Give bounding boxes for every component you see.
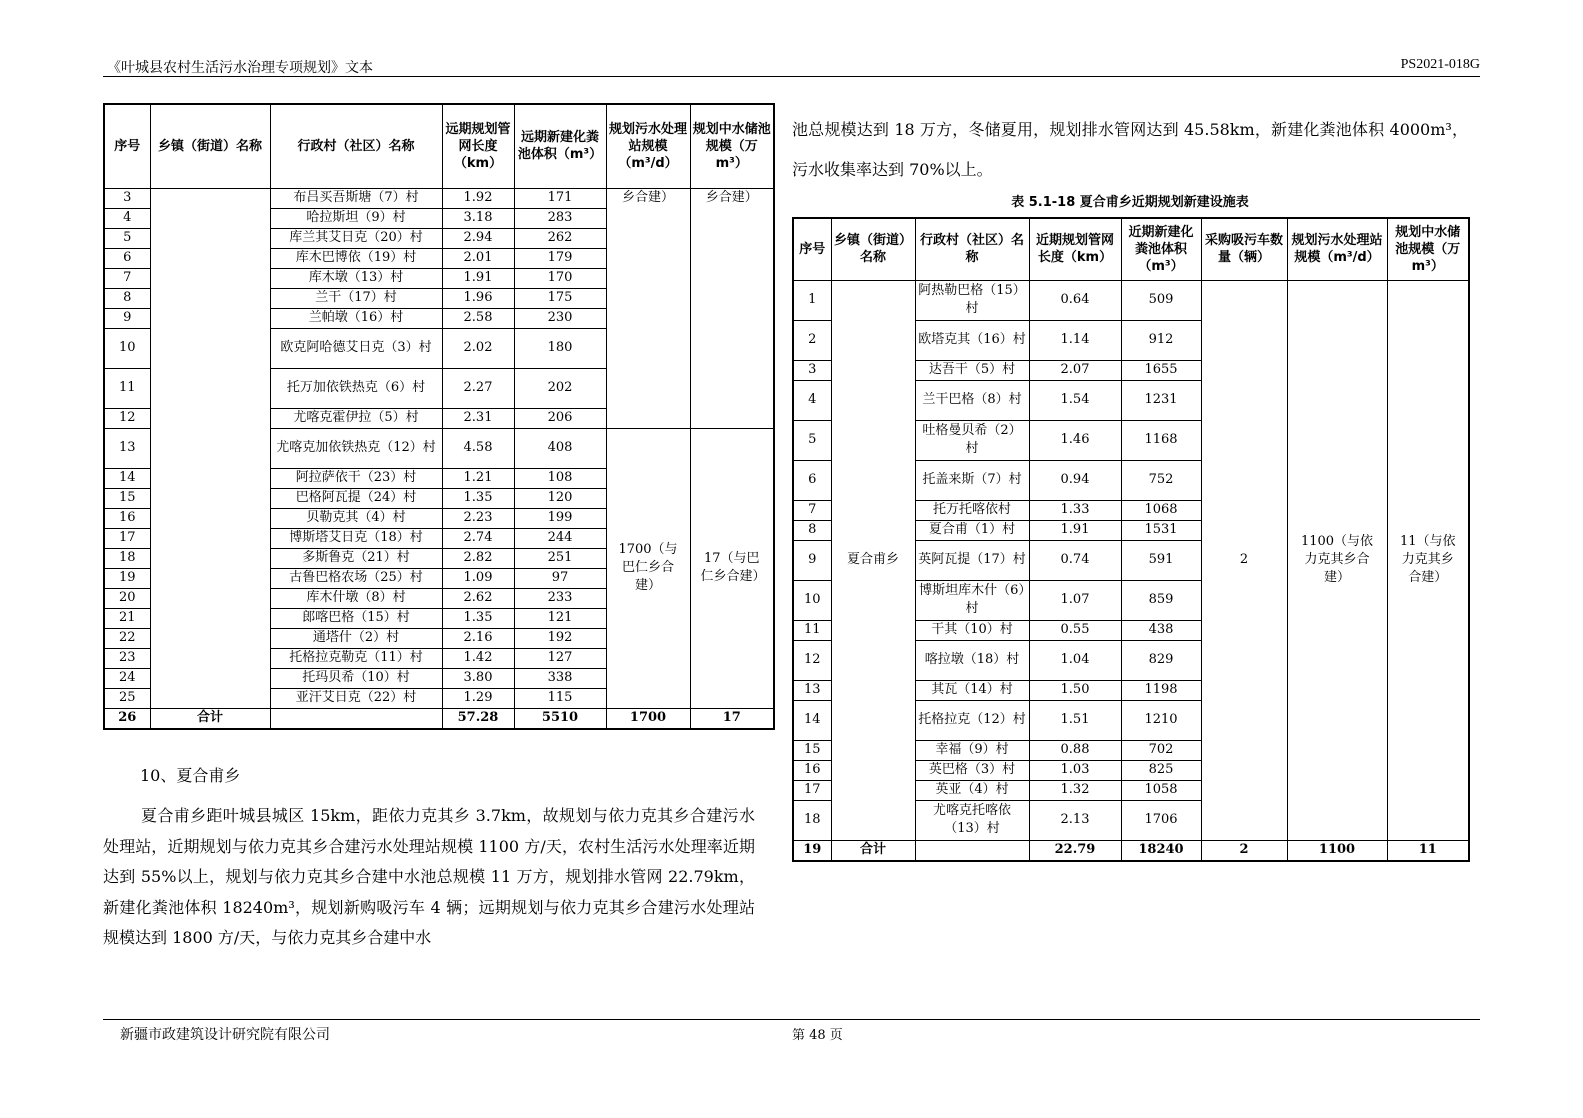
pipe-length: 1.04 bbox=[1029, 640, 1121, 680]
section-heading: 10、夏合甫乡 bbox=[140, 766, 241, 785]
table-row bbox=[104, 188, 774, 208]
truck-count-merged: 2 bbox=[1201, 280, 1287, 840]
table1-header-row bbox=[104, 104, 774, 188]
total-cell: 5510 bbox=[514, 708, 606, 729]
village-name: 贝勒克其（4）村 bbox=[270, 508, 442, 528]
village-name: 多斯鲁克（21）村 bbox=[270, 548, 442, 568]
pipe-length: 1.14 bbox=[1029, 320, 1121, 360]
total-cell: 17 bbox=[690, 708, 774, 729]
pipe-length: 2.94 bbox=[442, 228, 514, 248]
village-name: 英巴格（3）村 bbox=[915, 760, 1029, 780]
pipe-length: 1.07 bbox=[1029, 580, 1121, 620]
station-scale-merged-b: 1700（与巴仁乡合建） bbox=[606, 428, 690, 708]
total-cell: 11 bbox=[1387, 840, 1469, 861]
tank-volume: 233 bbox=[514, 588, 606, 608]
village-name: 喀拉墩（18）村 bbox=[915, 640, 1029, 680]
pipe-length: 1.91 bbox=[1029, 520, 1121, 540]
pipe-length: 1.21 bbox=[442, 468, 514, 488]
row-seq: 4 bbox=[793, 380, 831, 420]
page-number: 第 48 页 bbox=[792, 1028, 843, 1043]
total-cell: 合计 bbox=[831, 840, 915, 861]
tank-volume: 283 bbox=[514, 208, 606, 228]
pipe-length: 2.27 bbox=[442, 368, 514, 408]
pipe-length: 1.32 bbox=[1029, 780, 1121, 800]
village-name: 哈拉斯坦（9）村 bbox=[270, 208, 442, 228]
station-scale-merged: 1100（与依力克其乡合建） bbox=[1287, 280, 1387, 840]
row-seq: 9 bbox=[104, 308, 150, 328]
tank-volume: 1706 bbox=[1121, 800, 1201, 840]
village-name: 托格拉克勒克（11）村 bbox=[270, 648, 442, 668]
tank-volume: 859 bbox=[1121, 580, 1201, 620]
town-name: 夏合甫乡 bbox=[831, 280, 915, 840]
row-seq: 22 bbox=[104, 628, 150, 648]
village-name: 吐格曼贝希（2）村 bbox=[915, 420, 1029, 460]
pool-scale-merged-b: 17（与巴仁乡合建） bbox=[690, 428, 774, 708]
village-name: 兰干（17）村 bbox=[270, 288, 442, 308]
village-name: 博斯坦库木什（6）村 bbox=[915, 580, 1029, 620]
total-cell: 1100 bbox=[1287, 840, 1387, 861]
tank-volume: 179 bbox=[514, 248, 606, 268]
t2-header-town: 乡镇（街道）名称 bbox=[831, 218, 915, 280]
row-seq: 8 bbox=[104, 288, 150, 308]
village-name: 库木墩（13）村 bbox=[270, 268, 442, 288]
village-name: 尤喀克托喀依（13）村 bbox=[915, 800, 1029, 840]
t1-header-tank: 远期新建化粪池体积（m³） bbox=[514, 104, 606, 188]
station-scale-merged-a: 乡合建） bbox=[606, 188, 690, 428]
village-name: 库木巴博依（19）村 bbox=[270, 248, 442, 268]
row-seq: 7 bbox=[793, 500, 831, 520]
tank-volume: 108 bbox=[514, 468, 606, 488]
village-name: 库兰其艾日克（20）村 bbox=[270, 228, 442, 248]
tank-volume: 120 bbox=[514, 488, 606, 508]
row-seq: 14 bbox=[104, 468, 150, 488]
tank-volume: 170 bbox=[514, 268, 606, 288]
tank-volume: 1531 bbox=[1121, 520, 1201, 540]
tank-volume: 171 bbox=[514, 188, 606, 208]
pipe-length: 1.54 bbox=[1029, 380, 1121, 420]
row-seq: 8 bbox=[793, 520, 831, 540]
tank-volume: 180 bbox=[514, 328, 606, 368]
row-seq: 7 bbox=[104, 268, 150, 288]
tank-volume: 262 bbox=[514, 228, 606, 248]
pipe-length: 2.23 bbox=[442, 508, 514, 528]
row-seq: 16 bbox=[104, 508, 150, 528]
pipe-length: 1.92 bbox=[442, 188, 514, 208]
village-name: 通塔什（2）村 bbox=[270, 628, 442, 648]
pipe-length: 0.74 bbox=[1029, 540, 1121, 580]
tank-volume: 121 bbox=[514, 608, 606, 628]
row-seq: 1 bbox=[793, 280, 831, 320]
row-seq: 18 bbox=[104, 548, 150, 568]
tank-volume: 192 bbox=[514, 628, 606, 648]
pool-scale-merged: 11（与依力克其乡合建） bbox=[1387, 280, 1469, 840]
row-seq: 20 bbox=[104, 588, 150, 608]
village-name: 其瓦（14）村 bbox=[915, 680, 1029, 700]
total-row bbox=[104, 708, 774, 729]
pipe-length: 2.58 bbox=[442, 308, 514, 328]
row-seq: 13 bbox=[793, 680, 831, 700]
tank-volume: 230 bbox=[514, 308, 606, 328]
pipe-length: 1.09 bbox=[442, 568, 514, 588]
row-seq: 16 bbox=[793, 760, 831, 780]
footer-rule bbox=[103, 1019, 1480, 1020]
row-seq: 15 bbox=[793, 740, 831, 760]
tank-volume: 408 bbox=[514, 428, 606, 468]
village-name: 干其（10）村 bbox=[915, 620, 1029, 640]
total-cell: 合计 bbox=[150, 708, 270, 729]
pipe-length: 2.16 bbox=[442, 628, 514, 648]
village-name: 布吕买吾斯塘（7）村 bbox=[270, 188, 442, 208]
village-name: 阿热勒巴格（15）村 bbox=[915, 280, 1029, 320]
pipe-length: 1.46 bbox=[1029, 420, 1121, 460]
total-cell: 1700 bbox=[606, 708, 690, 729]
t2-header-village: 行政村（社区）名称 bbox=[915, 218, 1029, 280]
row-seq: 12 bbox=[793, 640, 831, 680]
tank-volume: 202 bbox=[514, 368, 606, 408]
tank-volume: 1231 bbox=[1121, 380, 1201, 420]
tank-volume: 702 bbox=[1121, 740, 1201, 760]
village-name: 托盖来斯（7）村 bbox=[915, 460, 1029, 500]
row-seq: 3 bbox=[793, 360, 831, 380]
pipe-length: 1.29 bbox=[442, 688, 514, 708]
pipe-length: 0.94 bbox=[1029, 460, 1121, 500]
tank-volume: 1655 bbox=[1121, 360, 1201, 380]
pipe-length: 1.03 bbox=[1029, 760, 1121, 780]
t1-header-station: 规划污水处理站规模（m³/d） bbox=[606, 104, 690, 188]
village-name: 幸福（9）村 bbox=[915, 740, 1029, 760]
tank-volume: 752 bbox=[1121, 460, 1201, 500]
tank-volume: 1198 bbox=[1121, 680, 1201, 700]
row-seq: 11 bbox=[104, 368, 150, 408]
total-row bbox=[793, 840, 1469, 861]
row-seq: 18 bbox=[793, 800, 831, 840]
tank-volume: 1168 bbox=[1121, 420, 1201, 460]
village-name: 库木什墩（8）村 bbox=[270, 588, 442, 608]
total-cell bbox=[270, 708, 442, 729]
t1-header-pool: 规划中水储池规模（万 m³） bbox=[690, 104, 774, 188]
tank-volume: 438 bbox=[1121, 620, 1201, 640]
tank-volume: 338 bbox=[514, 668, 606, 688]
tank-volume: 509 bbox=[1121, 280, 1201, 320]
row-seq: 19 bbox=[104, 568, 150, 588]
row-seq: 25 bbox=[104, 688, 150, 708]
village-name: 古鲁巴格农场（25）村 bbox=[270, 568, 442, 588]
total-cell: 26 bbox=[104, 708, 150, 729]
row-seq: 14 bbox=[793, 700, 831, 740]
t1-header-pipe: 远期规划管网长度（km） bbox=[442, 104, 514, 188]
t2-header-trucks: 采购吸污车数量（辆） bbox=[1201, 218, 1287, 280]
row-seq: 17 bbox=[793, 780, 831, 800]
tank-volume: 912 bbox=[1121, 320, 1201, 360]
tank-volume: 244 bbox=[514, 528, 606, 548]
row-seq: 5 bbox=[793, 420, 831, 460]
tank-volume: 1058 bbox=[1121, 780, 1201, 800]
village-name: 达吾干（5）村 bbox=[915, 360, 1029, 380]
village-name: 夏合甫（1）村 bbox=[915, 520, 1029, 540]
row-seq: 15 bbox=[104, 488, 150, 508]
pipe-length: 0.64 bbox=[1029, 280, 1121, 320]
table2-caption: 表 5.1-18 夏合甫乡近期规划新建设施表 bbox=[1011, 195, 1249, 210]
pipe-length: 0.88 bbox=[1029, 740, 1121, 760]
t1-header-town: 乡镇（街道）名称 bbox=[150, 104, 270, 188]
pipe-length: 2.07 bbox=[1029, 360, 1121, 380]
pipe-length: 3.18 bbox=[442, 208, 514, 228]
row-seq: 21 bbox=[104, 608, 150, 628]
village-name: 欧克阿哈德艾日克（3）村 bbox=[270, 328, 442, 368]
row-seq: 12 bbox=[104, 408, 150, 428]
table2-header-row bbox=[793, 218, 1469, 280]
village-name: 尤喀克霍伊拉（5）村 bbox=[270, 408, 442, 428]
t1-header-village: 行政村（社区）名称 bbox=[270, 104, 442, 188]
table-continued bbox=[103, 103, 775, 730]
row-seq: 10 bbox=[793, 580, 831, 620]
row-seq: 2 bbox=[793, 320, 831, 360]
village-name: 英阿瓦提（17）村 bbox=[915, 540, 1029, 580]
tank-volume: 825 bbox=[1121, 760, 1201, 780]
section-body: 夏合甫乡距叶城县城区 15km，距依力克其乡 3.7km，故规划与依力克其乡合建污水处理站，近期规划与依力克其乡合建污水处理站规模 1100 方/天，农村生活污水处理率近期达到 55%以上，规划与依力克其乡合建中水池总规模 11 万方，规划排水管网 22.79km，新建化粪池体积 18240m³，规划新购吸污车 4 辆；远期规划与依力克其乡合建污水处理站规模达到 1800 方/天，与依力克其乡合建中水 bbox=[103, 806, 755, 947]
row-seq: 10 bbox=[104, 328, 150, 368]
pipe-length: 1.50 bbox=[1029, 680, 1121, 700]
row-seq: 9 bbox=[793, 540, 831, 580]
village-name: 亚汗艾日克（22）村 bbox=[270, 688, 442, 708]
pipe-length: 2.13 bbox=[1029, 800, 1121, 840]
total-cell: 57.28 bbox=[442, 708, 514, 729]
row-seq: 3 bbox=[104, 188, 150, 208]
pipe-length: 2.62 bbox=[442, 588, 514, 608]
village-name: 兰干巴格（8）村 bbox=[915, 380, 1029, 420]
tank-volume: 1210 bbox=[1121, 700, 1201, 740]
table-5-1-18 bbox=[792, 217, 1470, 862]
total-cell: 22.79 bbox=[1029, 840, 1121, 861]
t2-header-pipe: 近期规划管网长度（km） bbox=[1029, 218, 1121, 280]
village-name: 托玛贝希（10）村 bbox=[270, 668, 442, 688]
t2-header-seq: 序号 bbox=[793, 218, 831, 280]
tank-volume: 206 bbox=[514, 408, 606, 428]
section-body-continued: 池总规模达到 18 万方，冬储夏用，规划排水管网达到 45.58km，新建化粪池体积 4000m³，污水收集率达到 70%以上。 bbox=[792, 120, 1468, 179]
pipe-length: 2.74 bbox=[442, 528, 514, 548]
pool-scale-merged-a: 乡合建） bbox=[690, 188, 774, 428]
tank-volume: 97 bbox=[514, 568, 606, 588]
pipe-length: 2.31 bbox=[442, 408, 514, 428]
total-cell bbox=[915, 840, 1029, 861]
tank-volume: 199 bbox=[514, 508, 606, 528]
pipe-length: 0.55 bbox=[1029, 620, 1121, 640]
row-seq: 13 bbox=[104, 428, 150, 468]
pipe-length: 2.02 bbox=[442, 328, 514, 368]
village-name: 尤喀克加依铁热克（12）村 bbox=[270, 428, 442, 468]
town-cell bbox=[150, 188, 270, 708]
tank-volume: 591 bbox=[1121, 540, 1201, 580]
row-seq: 23 bbox=[104, 648, 150, 668]
pipe-length: 4.58 bbox=[442, 428, 514, 468]
village-name: 托万加依铁热克（6）村 bbox=[270, 368, 442, 408]
tank-volume: 175 bbox=[514, 288, 606, 308]
pipe-length: 1.51 bbox=[1029, 700, 1121, 740]
total-cell: 18240 bbox=[1121, 840, 1201, 861]
village-name: 博斯塔艾日克（18）村 bbox=[270, 528, 442, 548]
village-name: 托万托喀依村 bbox=[915, 500, 1029, 520]
row-seq: 4 bbox=[104, 208, 150, 228]
tank-volume: 829 bbox=[1121, 640, 1201, 680]
village-name: 兰帕墩（16）村 bbox=[270, 308, 442, 328]
tank-volume: 115 bbox=[514, 688, 606, 708]
village-name: 英亚（4）村 bbox=[915, 780, 1029, 800]
table-row bbox=[793, 280, 1469, 320]
tank-volume: 251 bbox=[514, 548, 606, 568]
pipe-length: 3.80 bbox=[442, 668, 514, 688]
tank-volume: 127 bbox=[514, 648, 606, 668]
document-code: PS2021-018G bbox=[1400, 57, 1480, 72]
pipe-length: 1.35 bbox=[442, 608, 514, 628]
pipe-length: 1.42 bbox=[442, 648, 514, 668]
header-rule bbox=[103, 76, 1480, 77]
row-seq: 6 bbox=[793, 460, 831, 500]
total-cell: 2 bbox=[1201, 840, 1287, 861]
village-name: 巴格阿瓦提（24）村 bbox=[270, 488, 442, 508]
row-seq: 17 bbox=[104, 528, 150, 548]
t2-header-pool: 规划中水储池规模（万 m³） bbox=[1387, 218, 1469, 280]
document-header-title: 《叶城县农村生活污水治理专项规划》文本 bbox=[107, 60, 373, 76]
row-seq: 11 bbox=[793, 620, 831, 640]
t2-header-station: 规划污水处理站规模（m³/d） bbox=[1287, 218, 1387, 280]
village-name: 托格拉克（12）村 bbox=[915, 700, 1029, 740]
t1-header-seq: 序号 bbox=[104, 104, 150, 188]
village-name: 阿拉萨依干（23）村 bbox=[270, 468, 442, 488]
village-name: 欧塔克其（16）村 bbox=[915, 320, 1029, 360]
pipe-length: 2.82 bbox=[442, 548, 514, 568]
tank-volume: 1068 bbox=[1121, 500, 1201, 520]
footer-company: 新疆市政建筑设计研究院有限公司 bbox=[120, 1027, 330, 1043]
pipe-length: 1.35 bbox=[442, 488, 514, 508]
total-cell: 19 bbox=[793, 840, 831, 861]
row-seq: 6 bbox=[104, 248, 150, 268]
pipe-length: 1.96 bbox=[442, 288, 514, 308]
row-seq: 24 bbox=[104, 668, 150, 688]
village-name: 郎喀巴格（15）村 bbox=[270, 608, 442, 628]
pipe-length: 1.91 bbox=[442, 268, 514, 288]
pipe-length: 2.01 bbox=[442, 248, 514, 268]
pipe-length: 1.33 bbox=[1029, 500, 1121, 520]
t2-header-tank: 近期新建化粪池体积（m³） bbox=[1121, 218, 1201, 280]
row-seq: 5 bbox=[104, 228, 150, 248]
